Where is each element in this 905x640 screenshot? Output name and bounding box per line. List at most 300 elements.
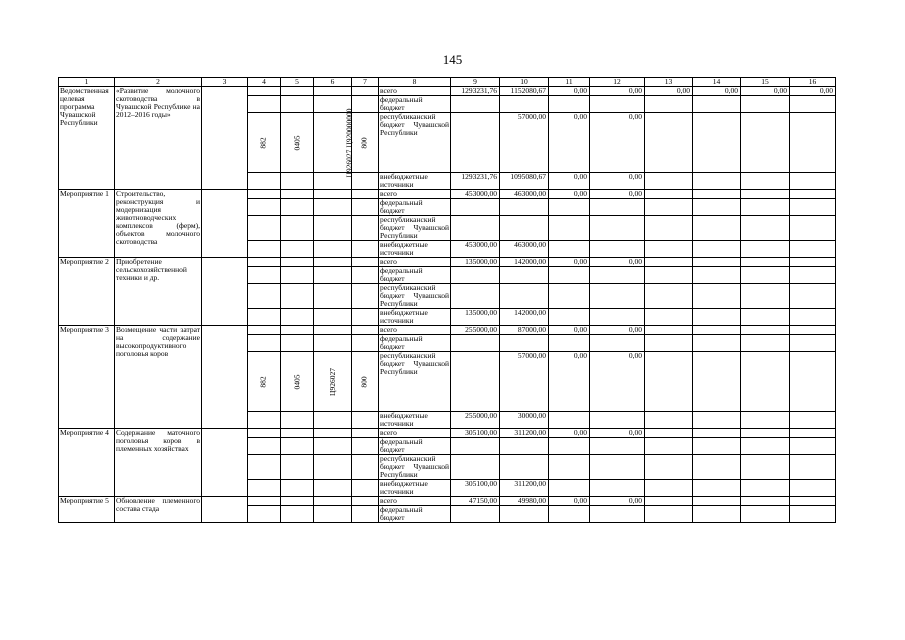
budget-code: 800: [360, 136, 369, 149]
amount-cell: [645, 480, 693, 497]
amount-cell: [693, 113, 741, 173]
code-cell: [314, 455, 352, 480]
amount-cell: 49980,00: [500, 497, 549, 506]
amount-cell: [645, 113, 693, 173]
amount-cell: [693, 173, 741, 190]
row-name: Мероприятие 1: [59, 190, 115, 258]
amount-cell: 453000,00: [451, 190, 500, 199]
funding-source: республиканский бюджет Чувашской Республики: [379, 352, 451, 412]
amount-cell: [741, 284, 790, 309]
row-name: Мероприятие 5: [59, 497, 115, 523]
code-cell: [281, 199, 314, 216]
code-cell: [314, 216, 352, 241]
amount-cell: [741, 190, 790, 199]
code-cell: [314, 108, 354, 177]
amount-cell: [645, 284, 693, 309]
amount-cell: [790, 284, 836, 309]
code-cell: [281, 412, 314, 429]
column-number: 9: [451, 78, 500, 87]
amount-cell: [500, 284, 549, 309]
amount-cell: 0,00: [549, 258, 590, 267]
amount-cell: 135000,00: [451, 309, 500, 326]
amount-cell: [451, 335, 500, 352]
amount-cell: [741, 309, 790, 326]
amount-cell: 1293231,76: [451, 173, 500, 190]
code-cell: [281, 480, 314, 497]
funding-source: республиканский бюджет Чувашской Республики: [379, 113, 451, 173]
amount-cell: [590, 267, 645, 284]
amount-cell: [790, 506, 836, 523]
code-cell: [314, 506, 352, 523]
amount-cell: [741, 241, 790, 258]
amount-cell: [741, 412, 790, 429]
amount-cell: [451, 113, 500, 173]
amount-cell: [590, 455, 645, 480]
amount-cell: 142000,00: [500, 309, 549, 326]
code-cell: [248, 190, 281, 199]
amount-cell: [451, 284, 500, 309]
amount-cell: [741, 429, 790, 438]
amount-cell: [451, 506, 500, 523]
funding-source: всего: [379, 326, 451, 335]
amount-cell: [645, 455, 693, 480]
amount-cell: [500, 96, 549, 113]
amount-cell: [645, 309, 693, 326]
amount-cell: [590, 216, 645, 241]
table-row: [59, 258, 836, 267]
code-cell: [314, 267, 352, 284]
column-number: 2: [115, 78, 202, 87]
amount-cell: [590, 335, 645, 352]
amount-cell: [790, 326, 836, 335]
code-cell: [248, 267, 281, 284]
amount-cell: [741, 352, 790, 412]
funding-source: федеральный бюджет: [379, 96, 451, 113]
amount-cell: 1152080,67: [500, 87, 549, 96]
row-title: Обновление племенного состава стада: [115, 497, 202, 523]
amount-cell: 0,00: [590, 113, 645, 173]
code-cell: [281, 113, 314, 173]
code-cell: [352, 455, 379, 480]
amount-cell: [451, 352, 500, 412]
amount-cell: [790, 96, 836, 113]
amount-cell: [693, 438, 741, 455]
amount-cell: [790, 438, 836, 455]
code-cell: [281, 267, 314, 284]
amount-cell: [549, 241, 590, 258]
amount-cell: [590, 438, 645, 455]
code-cell: [352, 412, 379, 429]
amount-cell: [645, 258, 693, 267]
code-cell: [314, 258, 352, 267]
amount-cell: 453000,00: [451, 241, 500, 258]
amount-cell: [645, 173, 693, 190]
amount-cell: [500, 438, 549, 455]
amount-cell: [693, 429, 741, 438]
column-3-cell: [202, 429, 248, 497]
amount-cell: [693, 480, 741, 497]
funding-source: федеральный бюджет: [379, 199, 451, 216]
amount-cell: 305100,00: [451, 480, 500, 497]
code-cell: [352, 258, 379, 267]
page-number: 145: [442, 52, 463, 67]
amount-cell: 0,00: [549, 113, 590, 173]
amount-cell: [741, 267, 790, 284]
amount-cell: [645, 352, 693, 412]
code-cell: [281, 352, 314, 412]
code-cell: [281, 429, 314, 438]
amount-cell: [645, 241, 693, 258]
code-cell: [248, 199, 281, 216]
amount-cell: [741, 480, 790, 497]
amount-cell: [790, 113, 836, 173]
code-cell: [281, 190, 314, 199]
amount-cell: [741, 216, 790, 241]
amount-cell: [741, 113, 790, 173]
amount-cell: [790, 429, 836, 438]
code-cell: [248, 429, 281, 438]
code-cell: [352, 352, 379, 412]
code-cell: [248, 335, 281, 352]
code-cell: [352, 216, 379, 241]
code-cell: [248, 241, 281, 258]
code-cell: [352, 190, 379, 199]
amount-cell: [590, 309, 645, 326]
column-number: 10: [500, 78, 549, 87]
amount-cell: [790, 412, 836, 429]
amount-cell: 0,00: [790, 87, 836, 96]
code-cell: [281, 173, 314, 190]
amount-cell: 0,00: [590, 429, 645, 438]
column-3-cell: [202, 326, 248, 429]
code-cell: [314, 438, 352, 455]
amount-cell: [693, 506, 741, 523]
code-cell: [314, 284, 352, 309]
funding-source: всего: [379, 429, 451, 438]
amount-cell: [645, 190, 693, 199]
amount-cell: [645, 216, 693, 241]
column-number: 14: [693, 78, 741, 87]
amount-cell: 463000,00: [500, 190, 549, 199]
amount-cell: [790, 352, 836, 412]
code-cell: [248, 352, 281, 412]
code-cell: [352, 497, 379, 506]
funding-source: внебюджетные источники: [379, 480, 451, 497]
row-title: «Развитие молочного скотоводства в Чувашской Республике на 2012–2016 годы»: [115, 87, 202, 190]
amount-cell: 87000,00: [500, 326, 549, 335]
amount-cell: [741, 506, 790, 523]
amount-cell: [590, 199, 645, 216]
code-cell: [314, 429, 352, 438]
code-cell: [281, 258, 314, 267]
code-cell: [314, 87, 352, 96]
amount-cell: [590, 506, 645, 523]
amount-cell: 1293231,76: [451, 87, 500, 96]
amount-cell: [549, 199, 590, 216]
table-row: [59, 87, 836, 96]
code-cell: [314, 199, 352, 216]
amount-cell: [790, 455, 836, 480]
code-cell: [314, 352, 352, 412]
amount-cell: 0,00: [590, 326, 645, 335]
code-cell: [314, 497, 352, 506]
amount-cell: [741, 438, 790, 455]
budget-table: [58, 77, 836, 523]
row-name: Мероприятие 4: [59, 429, 115, 497]
row-title: Строительство, реконструкция и модернизация животноводческих комплексов (ферм), объектов молочного скотоводства: [115, 190, 202, 258]
code-cell: [281, 326, 314, 335]
amount-cell: 311200,00: [500, 480, 549, 497]
funding-source: всего: [379, 497, 451, 506]
amount-cell: [549, 412, 590, 429]
budget-code: 0405: [292, 135, 301, 150]
amount-cell: [741, 455, 790, 480]
amount-cell: [790, 173, 836, 190]
code-cell: [248, 455, 281, 480]
column-number: 6: [314, 78, 352, 87]
amount-cell: [590, 412, 645, 429]
code-cell: [314, 190, 352, 199]
amount-cell: [790, 258, 836, 267]
code-cell: [352, 241, 379, 258]
amount-cell: [693, 267, 741, 284]
amount-cell: 255000,00: [451, 326, 500, 335]
code-cell: [314, 412, 352, 429]
amount-cell: [451, 199, 500, 216]
amount-cell: [790, 199, 836, 216]
column-number: 5: [281, 78, 314, 87]
amount-cell: 0,00: [549, 173, 590, 190]
budget-code: 882: [259, 136, 268, 149]
column-number: 13: [645, 78, 693, 87]
code-cell: [352, 199, 379, 216]
amount-cell: [693, 258, 741, 267]
budget-code: 882: [259, 375, 268, 388]
column-3-cell: [202, 87, 248, 190]
amount-cell: [500, 335, 549, 352]
code-cell: [352, 326, 379, 335]
code-cell: [281, 309, 314, 326]
code-cell: [281, 284, 314, 309]
amount-cell: [741, 258, 790, 267]
amount-cell: [549, 480, 590, 497]
amount-cell: [741, 497, 790, 506]
code-cell: [352, 267, 379, 284]
code-cell: [281, 96, 314, 113]
amount-cell: [590, 284, 645, 309]
code-cell: [281, 506, 314, 523]
funding-source: внебюджетные источники: [379, 309, 451, 326]
code-cell: [281, 87, 314, 96]
amount-cell: [645, 429, 693, 438]
amount-cell: [549, 284, 590, 309]
code-cell: [248, 309, 281, 326]
amount-cell: [451, 216, 500, 241]
column-3-cell: [202, 190, 248, 258]
amount-cell: [741, 335, 790, 352]
column-number: 1: [59, 78, 115, 87]
row-name: Мероприятие 3: [59, 326, 115, 429]
amount-cell: [549, 216, 590, 241]
amount-cell: [741, 326, 790, 335]
funding-source: федеральный бюджет: [379, 506, 451, 523]
code-cell: [314, 335, 352, 352]
amount-cell: [645, 438, 693, 455]
code-cell: [248, 258, 281, 267]
amount-cell: [500, 216, 549, 241]
code-cell: [314, 480, 352, 497]
row-title: Содержание маточного поголовья коров в племенных хозяйствах: [115, 429, 202, 497]
amount-cell: 0,00: [590, 190, 645, 199]
amount-cell: [790, 216, 836, 241]
row-title: Возмещение части затрат на содержание высокопродуктивного поголовья коров: [115, 326, 202, 429]
column-number: 12: [590, 78, 645, 87]
amount-cell: [790, 190, 836, 199]
table-row: [59, 190, 836, 199]
funding-source: внебюджетные источники: [379, 241, 451, 258]
code-cell: [281, 216, 314, 241]
amount-cell: [451, 267, 500, 284]
column-number: 15: [741, 78, 790, 87]
amount-cell: [741, 173, 790, 190]
column-3-cell: [202, 258, 248, 326]
amount-cell: [645, 199, 693, 216]
amount-cell: 0,00: [549, 190, 590, 199]
amount-cell: [693, 309, 741, 326]
amount-cell: 0,00: [645, 87, 693, 96]
amount-cell: 0,00: [590, 497, 645, 506]
amount-cell: [590, 480, 645, 497]
funding-source: федеральный бюджет: [379, 438, 451, 455]
amount-cell: [693, 497, 741, 506]
code-cell: [352, 284, 379, 309]
amount-cell: [790, 335, 836, 352]
amount-cell: 0,00: [549, 352, 590, 412]
amount-cell: [500, 199, 549, 216]
code-cell: [248, 173, 281, 190]
amount-cell: 135000,00: [451, 258, 500, 267]
code-cell: [352, 335, 379, 352]
code-cell: [248, 113, 281, 173]
amount-cell: [451, 96, 500, 113]
amount-cell: [693, 284, 741, 309]
table-row: [59, 497, 836, 506]
row-name: Ведомственная целевая программа Чувашской Республики: [59, 87, 115, 190]
code-cell: [352, 113, 379, 173]
code-cell: [248, 412, 281, 429]
funding-source: всего: [379, 258, 451, 267]
funding-source: республиканский бюджет Чувашской Республики: [380, 283, 449, 308]
table-row: [59, 429, 836, 438]
code-cell: [248, 506, 281, 523]
column-number: 7: [352, 78, 379, 87]
code-cell: [352, 87, 379, 96]
amount-cell: 0,00: [549, 497, 590, 506]
code-cell: [352, 309, 379, 326]
amount-cell: [790, 497, 836, 506]
code-cell: [352, 506, 379, 523]
code-cell: [248, 438, 281, 455]
amount-cell: [549, 506, 590, 523]
amount-cell: [645, 96, 693, 113]
column-number: 3: [202, 78, 248, 87]
code-cell: [248, 284, 281, 309]
code-cell: [314, 241, 352, 258]
amount-cell: [549, 96, 590, 113]
amount-cell: [693, 199, 741, 216]
code-cell: [281, 455, 314, 480]
amount-cell: 0,00: [590, 173, 645, 190]
table-row: [59, 326, 836, 335]
column-3-cell: [202, 497, 248, 523]
amount-cell: 142000,00: [500, 258, 549, 267]
amount-cell: [693, 352, 741, 412]
row-name: Мероприятие 2: [59, 258, 115, 326]
amount-cell: [645, 412, 693, 429]
amount-cell: 0,00: [549, 429, 590, 438]
amount-cell: [693, 216, 741, 241]
code-cell: [352, 173, 379, 190]
amount-cell: [645, 335, 693, 352]
code-cell: [281, 241, 314, 258]
amount-cell: [549, 335, 590, 352]
row-title: Приобретение сельскохозяйственной техники и др.: [115, 258, 202, 326]
amount-cell: [549, 267, 590, 284]
amount-cell: 463000,00: [500, 241, 549, 258]
amount-cell: 1095080,67: [500, 173, 549, 190]
column-number: 16: [790, 78, 836, 87]
amount-cell: [790, 241, 836, 258]
amount-cell: [451, 455, 500, 480]
amount-cell: 30000,00: [500, 412, 549, 429]
code-cell: [248, 87, 281, 96]
code-cell: [248, 497, 281, 506]
code-cell: [281, 438, 314, 455]
code-cell: [314, 326, 352, 335]
column-number: 8: [379, 78, 451, 87]
amount-cell: 57000,00: [500, 113, 549, 173]
amount-cell: 0,00: [693, 87, 741, 96]
budget-code: Ц926027: [327, 367, 337, 396]
amount-cell: [741, 96, 790, 113]
column-number: 11: [549, 78, 590, 87]
amount-cell: [693, 455, 741, 480]
amount-cell: [790, 309, 836, 326]
amount-cell: 47150,00: [451, 497, 500, 506]
amount-cell: 0,00: [741, 87, 790, 96]
amount-cell: [549, 309, 590, 326]
amount-cell: 311200,00: [500, 429, 549, 438]
amount-cell: 305100,00: [451, 429, 500, 438]
column-number: 4: [248, 78, 281, 87]
code-cell: [248, 216, 281, 241]
funding-source: федеральный бюджет: [379, 335, 451, 352]
amount-cell: [645, 326, 693, 335]
code-cell: [352, 429, 379, 438]
budget-code: Ц926027 Ц920000000: [344, 108, 354, 177]
funding-source: республиканский бюджет Чувашской Республики: [380, 454, 449, 479]
funding-source: всего: [379, 190, 451, 199]
code-cell: [352, 438, 379, 455]
amount-cell: 0,00: [590, 258, 645, 267]
amount-cell: [590, 241, 645, 258]
code-cell: [352, 96, 379, 113]
amount-cell: [693, 335, 741, 352]
amount-cell: [741, 199, 790, 216]
amount-cell: [549, 438, 590, 455]
amount-cell: [549, 455, 590, 480]
funding-source: всего: [379, 87, 451, 96]
